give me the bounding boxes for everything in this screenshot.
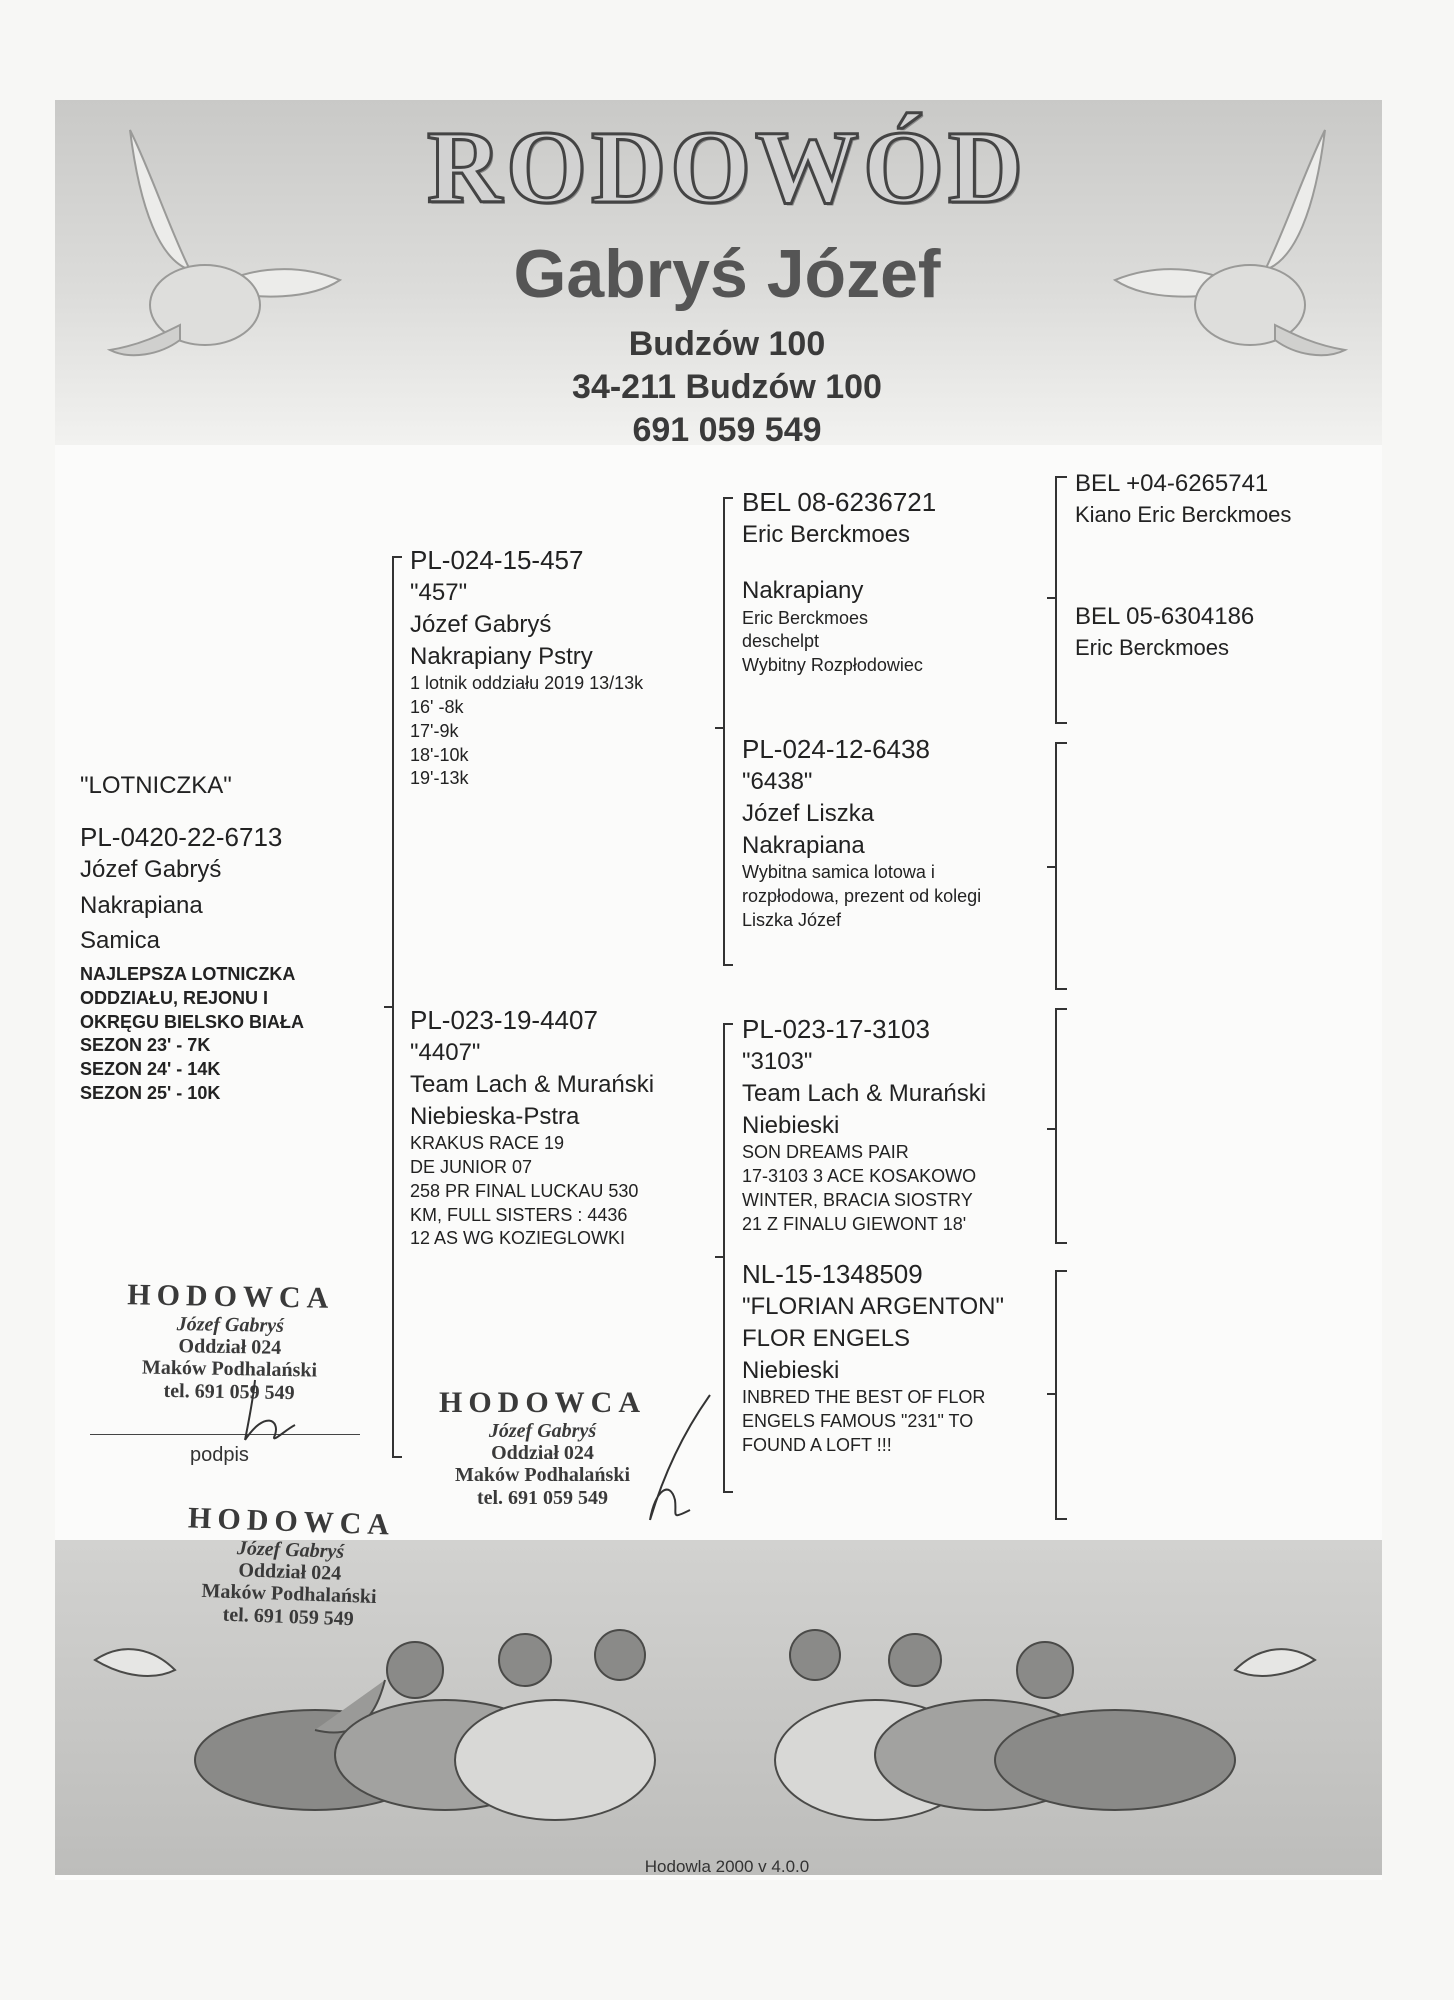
mf-color: Niebieski [742,1111,840,1139]
ff-note: Eric Berckmoes [742,607,869,628]
ffm-breeder: Eric Berckmoes [1075,634,1230,660]
fm-note: Liszka Józef [742,909,842,930]
subject-notes [80,963,380,1106]
owner-address-line1: Budzów 100 [628,325,826,363]
subject-note: NAJLEPSZA LOTNICZKA [80,964,296,984]
stamp-branch: Oddział 024 [238,1559,342,1585]
signature-image [225,1370,305,1450]
mm-breeder: FLOR ENGELS [742,1324,911,1352]
father-nickname: "457" [410,579,468,607]
mother-box [410,1003,730,1251]
ff-ring: BEL 08-6236721 [742,487,937,517]
stamp-heading: HODOWCA [439,1386,646,1419]
father-note: 16' -8k [410,697,464,718]
father-color: Nakrapiany Pstry [410,642,593,670]
fm-nickname: "6438" [742,768,813,796]
paternal-grandfather-box [742,485,1052,678]
owner-address-line2: 34-211 Budzów 100 [572,368,882,406]
father-note: 19'-13k [410,768,469,789]
father-breeder: Józef Gabryś [410,610,552,638]
mother-note: 258 PR FINAL LUCKAU 530 [410,1180,639,1201]
mother-note: KM, FULL SISTERS : 4436 [410,1204,628,1225]
mother-ring: PL-023-19-4407 [410,1005,598,1035]
stamp-name: Józef Gabryś [236,1536,345,1563]
stamp-heading: HODOWCA [187,1501,396,1542]
document-title: RODOWÓD [427,110,1027,225]
mother-note: KRAKUS RACE 19 [410,1133,565,1154]
stamp-city: Maków Podhalański [141,1356,318,1382]
stamp-name: Józef Gabryś [488,1419,597,1442]
mf-ring: PL-023-17-3103 [742,1014,930,1044]
ffm-ring: BEL 05-6304186 [1075,603,1255,630]
subject-nickname: "LOTNICZKA" [80,772,232,799]
stamp-branch: Oddział 024 [178,1335,282,1359]
subject-note: ODDZIAŁU, REJONU I [80,987,269,1008]
mother-note: 12 AS WG KOZIEGLOWKI [410,1228,626,1249]
mf-note: 21 Z FINALU GIEWONT 18' [742,1213,967,1234]
father-connector [715,727,723,729]
ff-mother-box [1075,601,1375,662]
subject-box [80,770,380,1106]
stamp-phone: tel. 691 059 549 [222,1603,355,1631]
mother-nickname: "4407" [410,1039,481,1067]
subject-breeder: Józef Gabryś [80,855,222,883]
stamp-phone: tel. 691 059 549 [163,1379,295,1404]
stamp-city: Maków Podhalański [201,1580,377,1609]
subject-note: SEZON 25' - 10K [80,1082,221,1103]
subject-note: SEZON 23' - 7K [80,1035,211,1056]
father-box [410,543,730,791]
mother-breeder: Team Lach & Murański [410,1070,655,1098]
fff-breeder: Kiano Eric Berckmoes [1075,501,1292,527]
stamp-branch: Oddział 024 [491,1441,594,1464]
ff-note: Wybitny Rozpłodowiec [742,655,923,676]
fm-note: Wybitna samica lotowa i [742,862,935,883]
ff-color: Nakrapiany [742,576,864,604]
fm-color: Nakrapiana [742,831,865,859]
mm-nickname: "FLORIAN ARGENTON" [742,1293,1004,1321]
ff-father-box [1075,468,1375,529]
signature-label: podpis [190,1444,249,1466]
father-note: 17'-9k [410,720,459,741]
mf-connector [1047,1128,1055,1130]
mm-note: FOUND A LOFT !!! [742,1434,892,1455]
mm-parents-bracket [1055,1270,1067,1520]
stamp-phone: tel. 691 059 549 [476,1486,609,1509]
subject-sex: Samica [80,927,161,955]
owner-phone: 691 059 549 [632,411,822,449]
mm-connector [1047,1393,1055,1395]
owner-name: Gabryś Józef [513,236,941,312]
ff-parents-bracket [1055,476,1067,724]
subject-connector [384,1006,392,1008]
mother-color: Niebieska-Pstra [410,1102,580,1130]
mf-note: 17-3103 3 ACE KOSAKOWO [742,1166,977,1187]
fm-connector [1047,866,1055,868]
mm-color: Niebieski [742,1356,840,1384]
maternal-grandfather-box [742,1012,1062,1236]
pigeons-illustration [55,1560,1382,1860]
fff-ring: BEL +04-6265741 [1075,470,1269,497]
parents-bracket [392,556,402,1458]
software-footer: Hodowla 2000 v 4.0.0 [644,1857,810,1876]
paternal-grandparents-bracket [723,497,733,966]
ff-connector [1047,597,1055,599]
mf-note: SON DREAMS PAIR [742,1142,909,1163]
ff-note: deschelpt [742,631,820,652]
subject-ring: PL-0420-22-6713 [80,821,283,852]
mf-note: WINTER, BRACIA SIOSTRY [742,1189,973,1210]
mother-connector [715,1256,723,1258]
fm-note: rozpłodowa, prezent od kolegi [742,886,982,907]
mf-nickname: "3103" [742,1048,813,1076]
fm-ring: PL-024-12-6438 [742,734,930,764]
mm-ring: NL-15-1348509 [742,1259,923,1289]
subject-note: OKRĘGU BIELSKO BIAŁA [80,1011,305,1032]
mother-note: DE JUNIOR 07 [410,1157,533,1178]
mf-breeder: Team Lach & Murański [742,1079,987,1107]
subject-color: Nakrapiana [80,891,203,919]
stamp-heading: HODOWCA [127,1278,335,1315]
mf-parents-bracket [1055,1008,1067,1244]
fm-breeder: Józef Liszka [742,799,875,827]
signature-image [615,1390,725,1530]
ff-breeder: Eric Berckmoes [742,521,911,549]
stamp-name: Józef Gabryś [176,1312,285,1337]
mm-note: INBRED THE BEST OF FLOR [742,1387,986,1408]
paternal-grandmother-box [742,732,1052,933]
father-note: 18'-10k [410,744,469,765]
father-note: 1 lotnik oddziału 2019 13/13k [410,673,644,694]
fm-parents-bracket [1055,742,1067,990]
mm-note: ENGELS FAMOUS "231" TO [742,1411,974,1432]
stamp-city: Maków Podhalański [454,1464,631,1487]
maternal-grandmother-box [742,1257,1062,1458]
father-ring: PL-024-15-457 [410,545,584,575]
subject-note: SEZON 24' - 14K [80,1059,221,1079]
